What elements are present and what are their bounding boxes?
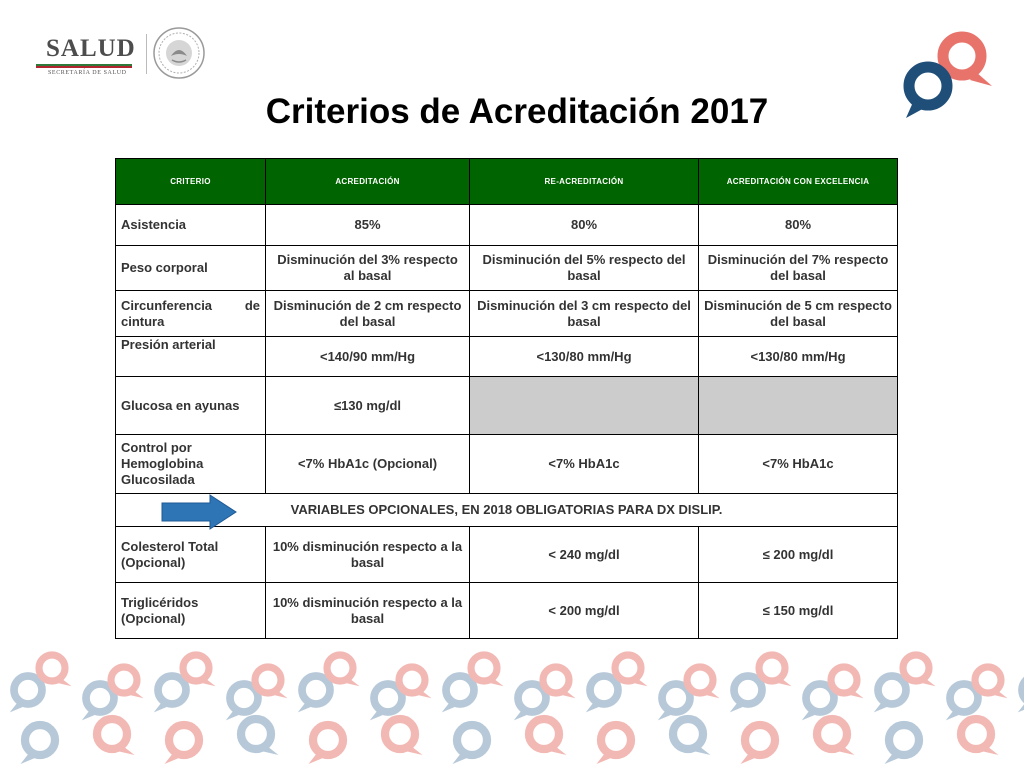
acreditacion-cell: Disminución de 2 cm respecto del basal — [266, 291, 470, 337]
decorative-bubble-pattern — [0, 628, 1024, 768]
criterio-cell: Control por Hemoglobina Glucosilada — [116, 435, 266, 494]
bubble-ring — [446, 676, 474, 704]
criterio-cell: Asistencia — [116, 205, 266, 246]
acreditacion-cell: ≤130 mg/dl — [266, 377, 470, 435]
header-reacreditacion: RE-ACREDITACIÓN — [470, 159, 699, 205]
bubble-ring — [313, 725, 343, 755]
note-cell — [116, 494, 898, 527]
reacreditacion-cell: Disminución del 3 cm respecto del basal — [470, 291, 699, 337]
excelencia-cell: ≤ 200 mg/dl — [699, 527, 898, 583]
table-row — [116, 246, 898, 291]
reacreditacion-cell: < 240 mg/dl — [470, 527, 699, 583]
excelencia-cell: 80% — [699, 205, 898, 246]
bubble-ring — [25, 725, 55, 755]
header-acreditacion: ACREDITACIÓN — [266, 159, 470, 205]
bubble-ring — [615, 655, 641, 681]
bubble-ring — [687, 667, 713, 693]
bubble-ring — [961, 719, 991, 749]
bubble-row — [10, 655, 1024, 764]
criterio-cell: Peso corporal — [116, 246, 266, 291]
acreditacion-cell: <7% HbA1c (Opcional) — [266, 435, 470, 494]
bubble-ring — [673, 719, 703, 749]
bubble-ring — [255, 667, 281, 693]
salud-logo-word: SALUD — [46, 35, 136, 62]
excelencia-cell: ≤ 150 mg/dl — [699, 583, 898, 639]
bubble-ring — [529, 719, 559, 749]
note-text: VARIABLES OPCIONALES, EN 2018 OBLIGATORIAS PARA DX DISLIP. — [290, 502, 723, 517]
bubble-ring — [590, 676, 618, 704]
bubble-ring — [831, 667, 857, 693]
bubble-ring — [745, 725, 775, 755]
bubble-ring — [241, 719, 271, 749]
right-arrow-icon — [160, 494, 238, 530]
national-seal-icon — [152, 26, 206, 80]
acreditacion-cell: 10% disminución respecto a la basal — [266, 527, 470, 583]
page-title: Criterios de Acreditación 2017 — [265, 92, 769, 131]
bubble-ring — [169, 725, 199, 755]
excelencia-cell-empty — [699, 377, 898, 435]
bubble-ring — [878, 676, 906, 704]
note-row — [116, 494, 898, 527]
bubble-ring — [759, 655, 785, 681]
criterio-cell — [116, 291, 266, 337]
criterio-cell: Triglicéridos (Opcional) — [116, 583, 266, 639]
bubble-ring — [903, 655, 929, 681]
bubble-ring — [158, 676, 186, 704]
bubble-ring — [471, 655, 497, 681]
table-header-row — [116, 159, 898, 205]
bubble-ring — [975, 667, 1001, 693]
bubble-ring — [302, 676, 330, 704]
reacreditacion-cell-empty — [470, 377, 699, 435]
bubble-ring — [111, 667, 137, 693]
bubble-ring — [734, 676, 762, 704]
reacreditacion-cell: 80% — [470, 205, 699, 246]
salud-logo — [36, 34, 136, 76]
bubble-ring — [399, 667, 425, 693]
criterio-line-1: Circunferencia de — [121, 297, 260, 313]
reacreditacion-cell: < 200 mg/dl — [470, 583, 699, 639]
bubble-ring — [457, 725, 487, 755]
bubble-ring — [889, 725, 919, 755]
excelencia-cell: Disminución del 7% respecto del basal — [699, 246, 898, 291]
bubble-ring — [385, 719, 415, 749]
bubble-ring — [183, 655, 209, 681]
reacreditacion-cell: <130/80 mm/Hg — [470, 337, 699, 377]
excelencia-cell: Disminución de 5 cm respecto del basal — [699, 291, 898, 337]
reacreditacion-cell: <7% HbA1c — [470, 435, 699, 494]
bubble-ring — [327, 655, 353, 681]
reacreditacion-cell: Disminución del 5% respecto del basal — [470, 246, 699, 291]
bubble-ring — [543, 667, 569, 693]
acreditacion-cell: Disminución del 3% respecto al basal — [266, 246, 470, 291]
bubble-ring — [97, 719, 127, 749]
table-row — [116, 377, 898, 435]
acreditacion-cell: <140/90 mm/Hg — [266, 337, 470, 377]
acreditacion-cell: 85% — [266, 205, 470, 246]
salud-logo-red-bar — [36, 66, 132, 68]
salud-logo-subtitle: SECRETARÍA DE SALUD — [48, 70, 127, 76]
bubble-ring — [39, 655, 65, 681]
bubble-ring — [14, 676, 42, 704]
table-row — [116, 337, 898, 377]
bubble-ring — [817, 719, 847, 749]
header-excelencia: ACREDITACIÓN CON EXCELENCIA — [699, 159, 898, 205]
excelencia-cell: <130/80 mm/Hg — [699, 337, 898, 377]
criterio-cell: Colesterol Total (Opcional) — [116, 527, 266, 583]
criterio-line-2: cintura — [121, 313, 165, 329]
bubble-ring — [601, 725, 631, 755]
table-row — [116, 435, 898, 494]
excelencia-cell: <7% HbA1c — [699, 435, 898, 494]
criteria-table — [115, 158, 898, 639]
acreditacion-cell: 10% disminución respecto a la basal — [266, 583, 470, 639]
table-row — [116, 205, 898, 246]
criterio-cell: Glucosa en ayunas — [116, 377, 266, 435]
table-row — [116, 291, 898, 337]
table-row — [116, 527, 898, 583]
criterio-cell: Presión arterial — [116, 337, 266, 377]
logo-divider — [146, 34, 147, 74]
header-criterio: CRITERIO — [116, 159, 266, 205]
